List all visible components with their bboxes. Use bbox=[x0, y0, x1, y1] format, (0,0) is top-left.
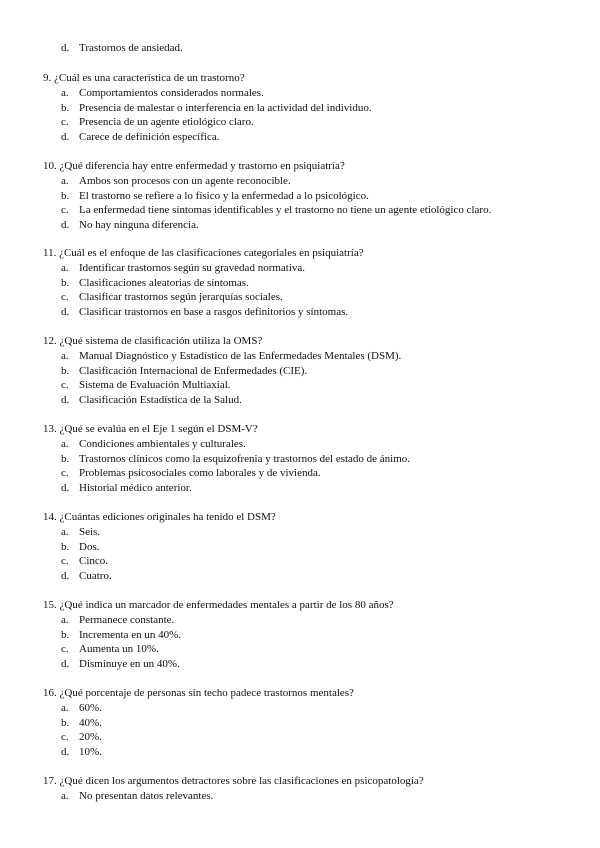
option-text: Presencia de malestar o interferencia en la actividad del individuo. bbox=[79, 101, 372, 114]
answer-option bbox=[43, 393, 583, 408]
question-block bbox=[43, 334, 583, 407]
option-text: No presentan datos relevantes. bbox=[79, 790, 214, 802]
option-text: Clasificación Estadística de la Salud. bbox=[79, 393, 242, 406]
option-text: Cuatro. bbox=[79, 569, 112, 582]
question-block bbox=[43, 422, 583, 495]
answer-option bbox=[43, 115, 583, 130]
question-block bbox=[43, 686, 583, 759]
option-letter: a. bbox=[61, 526, 69, 538]
option-letter: b. bbox=[61, 101, 70, 114]
option-letter: c. bbox=[61, 204, 69, 217]
answer-option bbox=[43, 540, 583, 555]
answer-option bbox=[43, 290, 583, 305]
answer-option bbox=[43, 86, 583, 101]
question-block bbox=[43, 598, 583, 671]
answer-option bbox=[43, 657, 583, 672]
answer-option bbox=[43, 189, 583, 204]
answer-option bbox=[43, 466, 583, 481]
answer-option bbox=[43, 525, 583, 540]
option-text: Dos. bbox=[79, 540, 100, 553]
option-letter: c. bbox=[61, 643, 69, 656]
answer-option bbox=[43, 305, 583, 320]
answer-option bbox=[43, 349, 583, 364]
option-letter: a. bbox=[61, 350, 69, 362]
answer-option bbox=[43, 569, 583, 584]
answer-option bbox=[43, 554, 583, 569]
option-letter: c. bbox=[61, 555, 69, 568]
option-text: Sistema de Evaluación Multiaxial. bbox=[79, 379, 231, 392]
option-text: 10%. bbox=[79, 745, 102, 758]
answer-option bbox=[43, 101, 583, 116]
question-text: 17. ¿Qué dicen los argumentos detractores sobre las clasificaciones en psicopatología? bbox=[43, 775, 424, 787]
option-letter: d. bbox=[61, 745, 70, 758]
answer-option bbox=[43, 261, 583, 276]
answer-option bbox=[43, 218, 583, 233]
option-letter: d. bbox=[61, 42, 70, 54]
answer-option bbox=[43, 378, 583, 393]
answer-option bbox=[43, 130, 583, 145]
question-text: 9. ¿Cuál es una característica de un trastorno? bbox=[43, 72, 245, 84]
option-letter: d. bbox=[61, 393, 70, 406]
option-letter: b. bbox=[61, 276, 70, 289]
option-text: 20%. bbox=[79, 731, 102, 744]
answer-option bbox=[43, 452, 583, 467]
option-letter: b. bbox=[61, 364, 70, 377]
question-text: 15. ¿Qué indica un marcador de enfermedades mentales a partir de los 80 años? bbox=[43, 599, 394, 611]
option-text: Ambos son procesos con un agente reconocible. bbox=[79, 175, 291, 187]
question-text: 13. ¿Qué se evalúa en el Eje 1 según el DSM-V? bbox=[43, 423, 258, 435]
question-text: 14. ¿Cuántas ediciones originales ha tenido el DSM? bbox=[43, 511, 276, 523]
option-letter: c. bbox=[61, 116, 69, 129]
option-letter: b. bbox=[61, 628, 70, 641]
answer-option bbox=[43, 203, 583, 218]
option-letter: a. bbox=[61, 438, 69, 450]
answer-option bbox=[43, 701, 583, 716]
option-letter: d. bbox=[61, 657, 70, 670]
option-text: Historial médico anterior. bbox=[79, 481, 192, 494]
answer-option bbox=[43, 613, 583, 628]
option-letter: d. bbox=[61, 130, 70, 143]
option-letter: d. bbox=[61, 218, 70, 231]
answer-option bbox=[43, 437, 583, 452]
option-letter: a. bbox=[61, 702, 69, 714]
option-letter: b. bbox=[61, 452, 70, 465]
option-text: Seis. bbox=[79, 526, 101, 538]
answer-option bbox=[43, 481, 583, 496]
option-letter: b. bbox=[61, 716, 70, 729]
answer-option bbox=[43, 642, 583, 657]
option-text: Trastornos clínicos como la esquizofrenia y trastornos del estado de ánimo. bbox=[79, 452, 411, 465]
option-letter: c. bbox=[61, 291, 69, 304]
question-block bbox=[43, 246, 583, 319]
option-letter: b. bbox=[61, 189, 70, 202]
option-text: Carece de definición específica. bbox=[79, 130, 220, 143]
answer-option bbox=[43, 730, 583, 745]
option-letter: a. bbox=[61, 175, 69, 187]
answer-option bbox=[43, 745, 583, 760]
option-text: Trastornos de ansiedad. bbox=[79, 42, 183, 54]
option-text: 40%. bbox=[79, 716, 102, 729]
answer-option bbox=[43, 364, 583, 379]
answer-option bbox=[43, 628, 583, 643]
option-letter: c. bbox=[61, 731, 69, 744]
option-text: 60%. bbox=[79, 702, 102, 714]
option-text: Disminuye en un 40%. bbox=[79, 657, 180, 670]
option-text: Aumenta un 10%. bbox=[79, 643, 159, 656]
question-block bbox=[43, 71, 583, 144]
option-letter: d. bbox=[61, 569, 70, 582]
option-letter: c. bbox=[61, 467, 69, 480]
option-text: La enfermedad tiene síntomas identificables y el trastorno no tiene un agente etiológico claro. bbox=[79, 204, 492, 217]
option-letter: a. bbox=[61, 614, 69, 626]
option-text: Permanece constante. bbox=[79, 614, 175, 626]
question-block bbox=[43, 510, 583, 583]
option-text: Presencia de un agente etiológico claro. bbox=[79, 116, 254, 129]
question-text: 10. ¿Qué diferencia hay entre enfermedad y trastorno en psiquiatría? bbox=[43, 160, 345, 172]
answer-option bbox=[43, 716, 583, 731]
option-d-continued bbox=[61, 41, 183, 55]
option-letter: a. bbox=[61, 87, 69, 99]
option-text: El trastorno se refiere a lo físico y la enfermedad a lo psicológico. bbox=[79, 189, 369, 202]
option-letter: d. bbox=[61, 305, 70, 318]
answer-option bbox=[43, 276, 583, 291]
option-text: Clasificar trastornos según jerarquías sociales. bbox=[79, 291, 283, 304]
question-block bbox=[43, 159, 583, 232]
option-letter: c. bbox=[61, 379, 69, 392]
question-text: 11. ¿Cuál es el enfoque de las clasificaciones categoriales en psiquiatría? bbox=[43, 247, 364, 259]
option-text: Clasificar trastornos en base a rasgos definitorios y síntomas. bbox=[79, 305, 349, 318]
option-letter: d. bbox=[61, 481, 70, 494]
option-text: Clasificaciones aleatorias de síntomas. bbox=[79, 276, 249, 289]
question-block bbox=[43, 774, 583, 804]
question-text: 16. ¿Qué porcentaje de personas sin techo padece trastornos mentales? bbox=[43, 687, 354, 699]
option-letter: b. bbox=[61, 540, 70, 553]
option-text: Manual Diagnóstico y Estadístico de las Enfermedades Mentales (DSM). bbox=[79, 350, 402, 362]
option-text: Clasificación Internacional de Enfermedades (CIE). bbox=[79, 364, 308, 377]
option-text: Condiciones ambientales y culturales. bbox=[79, 438, 246, 450]
question-text: 12. ¿Qué sistema de clasificación utiliza la OMS? bbox=[43, 335, 263, 347]
answer-option bbox=[43, 174, 583, 189]
option-text: Problemas psicosociales como laborales y de vivienda. bbox=[79, 467, 321, 480]
option-letter: a. bbox=[61, 790, 69, 802]
option-text: Identificar trastornos según su gravedad normativa. bbox=[79, 262, 306, 274]
option-text: Incrementa en un 40%. bbox=[79, 628, 182, 641]
option-text: Cinco. bbox=[79, 555, 109, 568]
option-letter: a. bbox=[61, 262, 69, 274]
option-text: Comportamientos considerados normales. bbox=[79, 87, 264, 99]
answer-option bbox=[43, 789, 583, 804]
option-text: No hay ninguna diferencia. bbox=[79, 218, 199, 231]
